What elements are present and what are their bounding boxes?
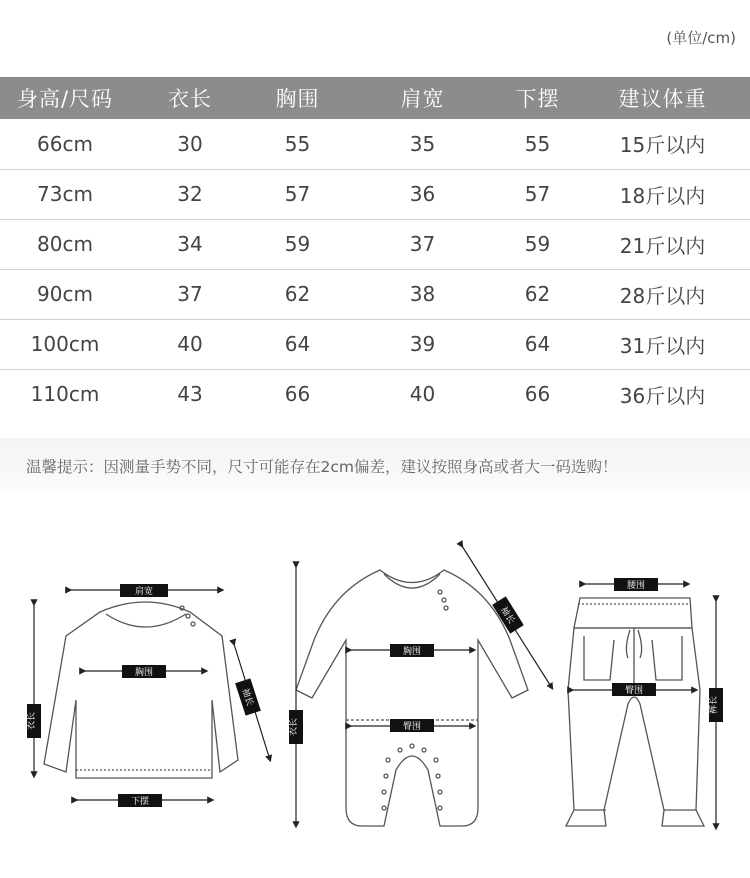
- table-row: [0, 119, 750, 169]
- header-weight: 建议体重: [575, 77, 750, 119]
- cell-shoulder: 38: [345, 269, 500, 319]
- label-romper-length: 衣长: [289, 717, 299, 737]
- pants-labels: [612, 578, 723, 722]
- size-table: [0, 77, 750, 419]
- cell-shoulder: 37: [345, 219, 500, 269]
- label-shirt-sleeve: 袖长: [239, 687, 255, 708]
- header-hem: 下摆: [500, 77, 575, 119]
- cell-length: 32: [130, 169, 250, 219]
- cell-shoulder: 35: [345, 119, 500, 169]
- cell-length: 37: [130, 269, 250, 319]
- label-shirt-length: 衣长: [27, 711, 37, 731]
- cell-chest: 59: [250, 219, 345, 269]
- measurement-diagram: [0, 540, 750, 850]
- cell-size: 100cm: [0, 319, 130, 369]
- tip-text: 温馨提示：因测量手势不同，尺寸可能存在2cm偏差，建议按照身高或者大一码选购！: [26, 458, 618, 476]
- label-pants-hip: 臀围: [624, 686, 644, 696]
- label-pants-waist: 腰围: [626, 581, 646, 591]
- table-row: [0, 319, 750, 369]
- cell-chest: 57: [250, 169, 345, 219]
- romper-illustration: [296, 570, 528, 826]
- shirt-labels: [25, 584, 261, 807]
- label-shirt-chest: 胸围: [134, 668, 154, 678]
- header-chest: 胸围: [250, 77, 345, 119]
- cell-size: 80cm: [0, 219, 130, 269]
- label-pants-length: 裤长: [709, 695, 719, 715]
- romper-labels: [287, 596, 524, 744]
- cell-shoulder: 39: [345, 319, 500, 369]
- header-length: 衣长: [130, 77, 250, 119]
- cell-chest: 64: [250, 319, 345, 369]
- cell-size: 90cm: [0, 269, 130, 319]
- cell-chest: 66: [284, 382, 311, 407]
- cell-length: 43: [177, 382, 203, 407]
- cell-size: 110cm: [30, 382, 100, 407]
- cell-hem: 66: [524, 382, 551, 407]
- cell-length: 34: [130, 219, 250, 269]
- cell-size: 66cm: [0, 119, 130, 169]
- cell-size: 73cm: [0, 169, 130, 219]
- table-row: [0, 169, 750, 219]
- cell-weight: 28斤以内: [575, 269, 750, 319]
- cell-hem: 62: [500, 269, 575, 319]
- pants-measure-lines: [572, 584, 716, 828]
- label-romper-sleeve: 袖长: [498, 605, 517, 626]
- label-romper-chest: 胸围: [402, 647, 422, 657]
- table-row: [0, 219, 750, 269]
- cell-shoulder: 40: [409, 382, 436, 407]
- cell-chest: 55: [250, 119, 345, 169]
- shirt-illustration: [44, 602, 238, 778]
- cell-shoulder: 36: [345, 169, 500, 219]
- cell-weight: 15斤以内: [575, 119, 750, 169]
- cell-weight: 18斤以内: [575, 169, 750, 219]
- table-header-row: [0, 77, 750, 119]
- romper-measure-lines: [296, 546, 552, 826]
- cell-hem: 59: [500, 219, 575, 269]
- label-shirt-hem: 下摆: [130, 797, 150, 807]
- cell-weight: 36斤以内: [619, 383, 706, 408]
- cell-chest: 62: [250, 269, 345, 319]
- cell-hem: 64: [500, 319, 575, 369]
- header-height-size: 身高/尺码: [0, 77, 130, 119]
- header-shoulder: 肩宽: [345, 77, 500, 119]
- label-romper-hip: 臀围: [402, 722, 422, 732]
- label-shirt-shoulder: 肩宽: [134, 587, 154, 597]
- table-row: [0, 269, 750, 319]
- table-row: [0, 369, 750, 419]
- unit-note: (单位/cm): [666, 29, 736, 47]
- cell-length: 30: [130, 119, 250, 169]
- cell-weight: 21斤以内: [575, 219, 750, 269]
- pants-illustration: [566, 598, 704, 826]
- cell-hem: 55: [500, 119, 575, 169]
- shirt-measure-lines: [34, 590, 270, 800]
- cell-hem: 57: [500, 169, 575, 219]
- cell-length: 40: [130, 319, 250, 369]
- cell-weight: 31斤以内: [575, 319, 750, 369]
